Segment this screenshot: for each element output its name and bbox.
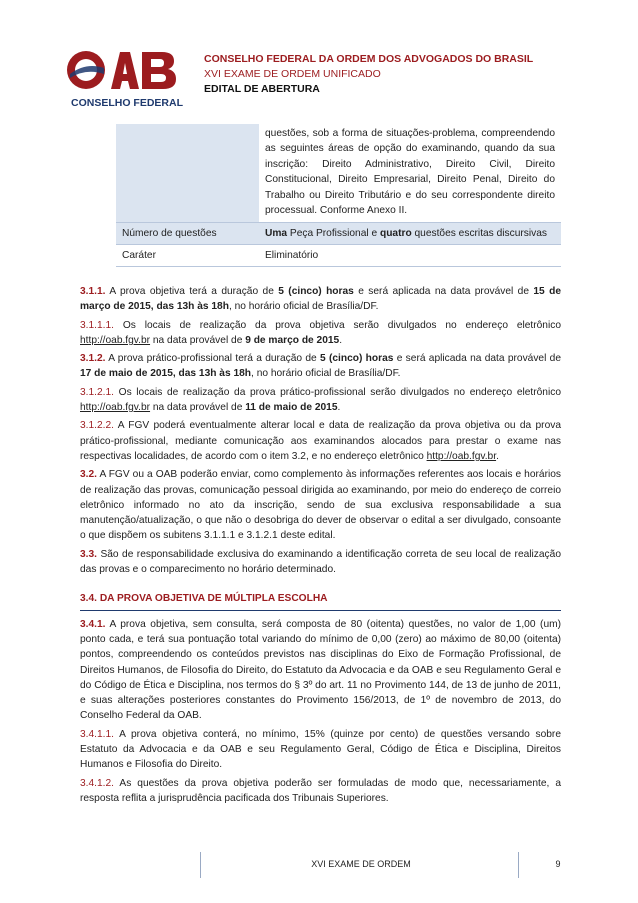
table-row xyxy=(116,222,561,245)
paragraph-3-1-1: 3.1.1. A prova objetiva terá a duração de 5 (cinco) horas e será aplicada na data provável de 15 de março de 2015, das 13h às 18h, no horário oficial de Brasília/DF. xyxy=(80,286,561,313)
footer-divider xyxy=(518,852,519,878)
header-line-1: CONSELHO FEDERAL DA ORDEM DOS ADVOGADOS DO BRASIL xyxy=(204,53,534,65)
logo-text: CONSELHO FEDERAL xyxy=(70,97,184,109)
fgv-link[interactable]: http://oab.fgv.br xyxy=(426,450,497,462)
table-cell-value: Uma Peça Profissional e quatro questões escritas discursivas xyxy=(265,228,547,240)
paragraph-3-1-2: 3.1.2. A prova prático-profissional terá a duração de 5 (cinco) horas e será aplicada na data provável de 17 de maio de 2015, das 13h às 18h, no horário oficial de Brasília/DF. xyxy=(80,353,561,380)
paragraph-3-1-2-1: 3.1.2.1. Os locais de realização da prova prático-profissional serão divulgados no endereço eletrônico http://oab.fgv.br na data provável de 11 de maio de 2015. xyxy=(80,386,561,414)
paragraph-3-1-2-2: 3.1.2.2. A FGV poderá eventualmente alterar local e data de realização da prova objetiva ou da prova prático-profissional, mediante comunicação aos examinandos alocados para prestar o exame nas respectivas localidades, de acordo com o item 3.2, e no endereço eletrônico http://oab.fgv.br. xyxy=(80,420,561,462)
table-cell-value: Eliminatório xyxy=(265,250,319,262)
table-row xyxy=(116,245,561,267)
table-cell-empty xyxy=(116,124,259,222)
section-heading-3-4: 3.4. DA PROVA OBJETIVA DE MÚLTIPLA ESCOLHA xyxy=(80,591,561,610)
fgv-link[interactable]: http://oab.fgv.br xyxy=(80,334,151,346)
table-row xyxy=(116,124,561,222)
document-header xyxy=(204,52,533,97)
paragraph-3-4-1-2: 3.4.1.2. As questões da prova objetiva poderão ser formuladas de modo que, necessariamente, a resposta reflita a jurisprudência pacificada dos Tribunais Superiores. xyxy=(80,777,561,804)
paragraph-3-4-1: 3.4.1. A prova objetiva, sem consulta, será composta de 80 (oitenta) questões, no valor de 1,00 (um) ponto cada, e terá sua pontuação total variando do mínimo de 0,00 (zero) ao máximo de 80,00 (oitenta) pontos, compreendendo os conteúdos previstos nas disciplinas do Eixo de Formação Profissional, de Direitos Humanos, de Filosofia do Direito, do Estatuto da Advocacia e da OAB e seu Regulamento Geral e do Código de Ética e Disciplina, nos termos do § 3º do art. 11 no Provimento 144, de 13 de junho de 2011, e suas alterações posteriores constantes do Provimento 156/2013, de 1º de novembro de 2013, do Conselho Federal da OAB. xyxy=(80,618,561,722)
table-cell-label: Caráter xyxy=(122,250,156,262)
page-number: 9 xyxy=(555,859,561,869)
header-line-3: EDITAL DE ABERTURA xyxy=(204,83,320,95)
fgv-link[interactable]: http://oab.fgv.br xyxy=(80,402,151,414)
footer-divider xyxy=(200,852,201,878)
document-body xyxy=(80,284,561,809)
header-line-2: XVI EXAME DE ORDEM UNIFICADO xyxy=(204,68,381,80)
paragraph-3-1-1-1: 3.1.1.1. Os locais de realização da prova objetiva serão divulgados no endereço eletrônico http://oab.fgv.br na data provável de 9 de março de 2015. xyxy=(80,319,561,346)
page-footer xyxy=(0,852,638,878)
exam-table xyxy=(116,124,561,267)
table-cell-description: questões, sob a forma de situações-problema, compreendendo as seguintes áreas de opção do examinando, quando da sua inscrição: Direito Administrativo, Direito Civil, Direito Constitucional, Direito Empresarial, Direito Penal, Direito do Trabalho ou Direito Tributário e do seu correspondente direito processual. Conforme Anexo II. xyxy=(259,124,561,222)
footer-title: XVI EXAME DE ORDEM xyxy=(311,859,411,869)
paragraph-3-3: 3.3. São de responsabilidade exclusiva do examinando a identificação correta de seu local de realização das provas e o comparecimento no horário determinado. xyxy=(80,548,561,576)
paragraph-3-2: 3.2. A FGV ou a OAB poderão enviar, como complemento às informações referentes aos locais e horários de realização das provas, comunicação pessoal dirigida ao examinando, por meio do endereço de correio eletrônico informado no ato da inscrição, sendo de sua exclusiva responsabilidade a sua manutenção/atualização, o que não o desobriga do dever de observar o edital a ser divulgado, consoante o que dispõem os subitens 3.1.1.1 e 3.1.2.1 deste edital. xyxy=(80,469,561,542)
paragraph-3-4-1-1: 3.4.1.1. A prova objetiva conterá, no mínimo, 15% (quinze por cento) de questões versando sobre Estatuto da Advocacia e da OAB e seu Regulamento Geral, Código de Ética e Disciplina, Direitos Humanos e Filosofia do Direito. xyxy=(80,728,561,771)
table-cell-label: Número de questões xyxy=(122,228,217,240)
oab-logo xyxy=(64,48,190,110)
